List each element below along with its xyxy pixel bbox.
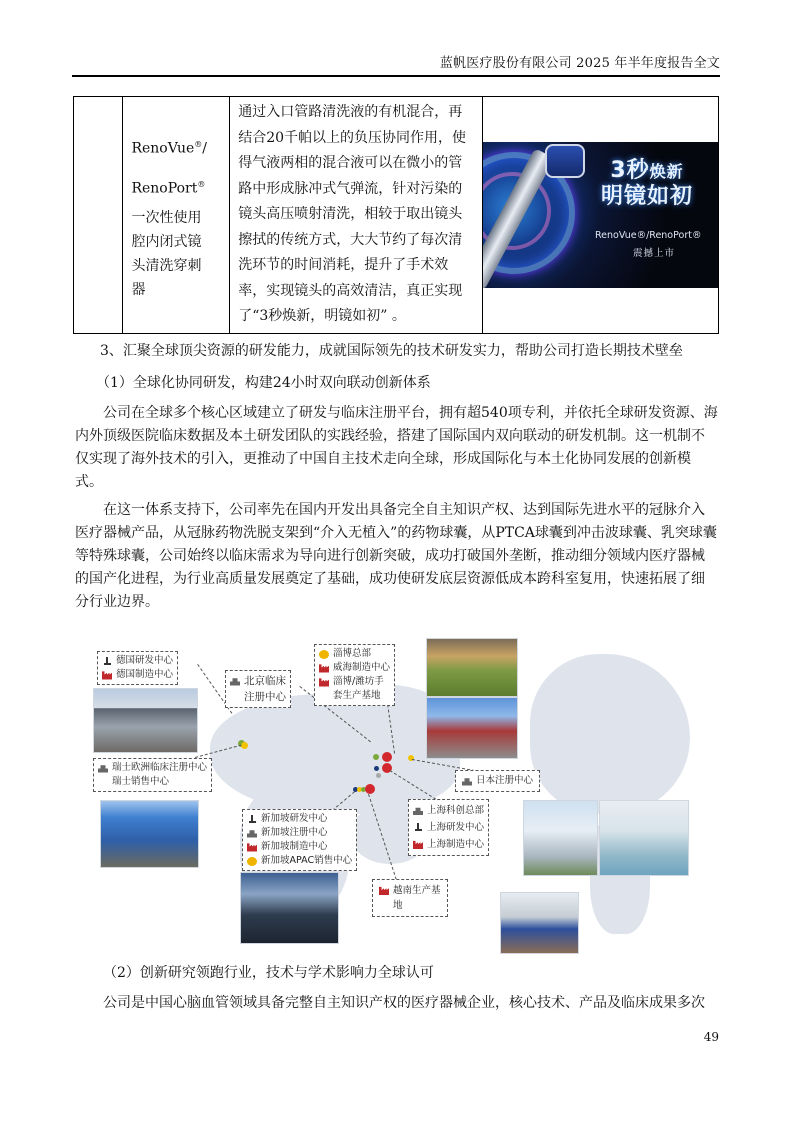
description-line: 结合20千帕以上的负压协同作用，使 [238, 129, 467, 146]
singapore-facility-photo [240, 872, 339, 944]
callout-text: 瑞士欧洲临床注册中心 [112, 762, 208, 773]
callout-text: 新加坡APAC销售中心 [261, 855, 353, 866]
callout-text: 日本注册中心 [476, 775, 534, 786]
building-icon [413, 806, 423, 815]
callout-text: 上海科创总部 [427, 805, 485, 816]
table-row [74, 97, 719, 334]
description-line: 路中形成脉冲式气弹流，针对污染的 [238, 180, 463, 197]
callout-beijing [225, 670, 291, 708]
description-line: 了“3秒焕新，明镜如初” 。 [238, 308, 406, 324]
promo-brand: RenoVue®/RenoPort® [595, 229, 702, 241]
description-line: 得气液两相的混合液可以在微小的管 [238, 155, 463, 171]
callout-germany [97, 651, 178, 685]
global-rd-map [90, 634, 720, 944]
section-heading: 3、汇聚全球顶尖资源的研发能力，成就国际领先的技术研发实力，帮助公司打造长期技术壁垒 [100, 343, 683, 359]
paragraph-line: 医疗器械产品，从冠脉药物洗脱支架到“介入无植入”的药物球囊，从PTCA球囊到冲击波球囊、乳突球囊 [75, 525, 717, 541]
product-name-line: RenoPort® [131, 179, 206, 197]
building-icon [230, 677, 240, 686]
headline-big: 3秒 [610, 157, 650, 183]
product-name-line: 腔内闭式镜 [131, 234, 202, 251]
device-head-graphic [545, 144, 585, 178]
paragraph-line: 式。 [75, 474, 103, 490]
table-cell-empty [74, 97, 123, 334]
product-table [73, 96, 719, 334]
page-number: 49 [703, 1030, 719, 1044]
product-name-line: 一次性使用 [131, 210, 202, 227]
microscope-icon [413, 823, 423, 832]
paragraph-line: 等特殊球囊，公司始终以临床需求为导向进行创新突破，成功打破国外垄断，推动细分领域内医疗器械 [75, 548, 705, 564]
factory-icon [247, 843, 257, 852]
callout-text: 越南生产基 [393, 885, 441, 896]
shanghai-marker-navy [374, 766, 379, 771]
product-name-line: RenoVue®/ [131, 140, 207, 157]
building-icon [98, 764, 108, 773]
callout-text: 上海研发中心 [427, 822, 485, 833]
paragraph-line: 的国产化进程，为行业高质量发展奠定了基础，成功使研发底层资源低成本跨科室复用，快速拓展了细 [75, 571, 705, 587]
paragraph-line: 公司是中国心脑血管领域具备完整自主知识产权的医疗器械企业，核心技术、产品及临床成果多次 [103, 995, 705, 1011]
subsection-heading-2: （2）创新研究领跑行业，技术与学术影响力全球认可 [103, 965, 434, 981]
callout-text: 新加坡研发中心 [261, 813, 328, 824]
paragraph-line: 在这一体系支持下，公司率先在国内开发出具备完全自主知识产权、达到国际先进水平的冠脉介入 [103, 502, 705, 518]
product-promo-image [483, 142, 718, 288]
gear-icon [247, 857, 257, 866]
headline-small: 焕新 [649, 161, 684, 181]
callout-text: 瑞士销售中心 [112, 776, 170, 787]
report-header-title: 蓝帆医疗股份有限公司 2025 年半年度报告全文 [439, 56, 720, 71]
callout-text: 德国研发中心 [116, 655, 174, 666]
callout-japan [455, 770, 540, 792]
subsection-heading-1: （1）全球化协同研发，构建24小时双向联动创新体系 [96, 375, 431, 391]
description-line: 镜头高压喷射清洗，相较于取出镜头 [238, 206, 463, 222]
shanghai-hq-photo [523, 800, 598, 876]
callout-text: 淄博/潍坊手 [333, 676, 384, 687]
paragraph-line: 仅实现了海外技术的引入，更推动了中国自主技术走向全球，形成国际化与本土化协同发展的创新模 [75, 451, 691, 467]
paragraph-line: 分行业边界。 [75, 594, 159, 610]
callout-text: 威海制造中心 [333, 662, 391, 673]
header-divider [72, 75, 720, 77]
product-name-line: 头清洗穿刺 [131, 258, 202, 275]
beijing-marker [373, 754, 379, 760]
callout-text: 地 [393, 900, 403, 911]
zibo-hq-photo [426, 638, 518, 697]
callout-singapore [242, 809, 357, 871]
promo-tagline: 震撼上市 [633, 247, 676, 259]
callout-text: 套生产基地 [333, 690, 381, 701]
callout-text: 注册中心 [244, 691, 286, 703]
switzerland-marker-yellow [241, 742, 248, 749]
north-america-landmass [530, 654, 690, 814]
weihai-facility-photo [426, 697, 518, 759]
callout-zibo [314, 644, 395, 706]
factory-icon [413, 840, 423, 849]
gear-icon [319, 650, 329, 659]
paragraph-line: 内外顶级医院临床数据及本土研发团队的实践经验，搭建了国际国内双向联动的研发机制。这一机制不 [75, 428, 705, 444]
callout-text: 上海制造中心 [427, 839, 485, 850]
factory-icon [319, 664, 329, 673]
cleanroom-photo [599, 800, 689, 876]
callout-text: 新加坡制造中心 [261, 841, 328, 852]
description-line: 擦拭的传统方式，大大节约了每次清 [238, 231, 463, 248]
microscope-icon [102, 657, 112, 666]
microscope-icon [247, 815, 257, 824]
vietnam-facility-photo [500, 892, 579, 954]
factory-icon [319, 678, 329, 687]
callout-text: 新加坡注册中心 [261, 827, 328, 838]
factory-icon [379, 886, 389, 895]
product-name-line: 器 [131, 282, 146, 299]
description-line: 洗环节的时间消耗，提升了手术效 [238, 257, 449, 273]
building-icon [247, 829, 257, 838]
singapore-marker-red [365, 784, 375, 794]
factory-icon [102, 671, 112, 680]
callout-text: 淄博总部 [333, 648, 372, 659]
headline-line2: 明镜如初 [601, 183, 694, 209]
product-name-cell [123, 97, 230, 334]
callout-text: 北京临床 [244, 675, 286, 687]
zibo-marker [382, 752, 392, 762]
building-icon [462, 777, 472, 786]
callout-switzerland [93, 758, 212, 792]
germany-facility-photo [93, 688, 198, 753]
product-description-cell [230, 97, 483, 334]
description-line: 通过入口管路清洗液的有机混合，再 [238, 104, 463, 120]
paragraph-line: 公司在全球多个核心区域建立了研发与临床注册平台，拥有超540项专利，并依托全球研发资源、海 [103, 405, 718, 421]
product-image-cell [483, 97, 719, 334]
shanghai-marker-gray [376, 773, 381, 778]
callout-vietnam [372, 879, 448, 917]
callout-text: 德国制造中心 [116, 669, 174, 680]
promo-headline [601, 158, 693, 209]
switzerland-facility-photo [100, 800, 199, 868]
callout-shanghai [408, 799, 489, 856]
description-line: 率，实现镜头的高效清洁，真正实现 [238, 282, 463, 299]
